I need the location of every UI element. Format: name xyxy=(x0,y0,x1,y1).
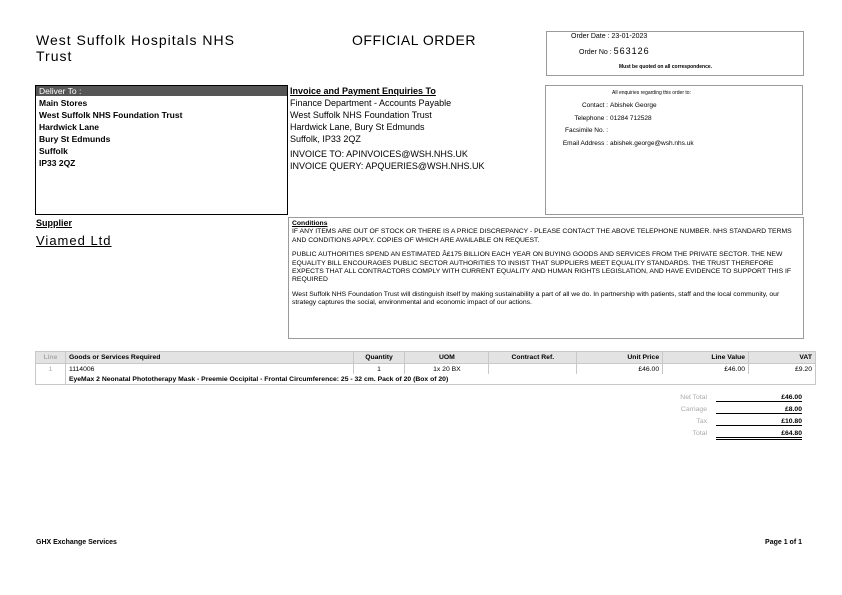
buyer-name-line1: West Suffolk Hospitals NHS xyxy=(36,32,235,48)
row-code: 1114006 xyxy=(65,364,353,375)
contacts-box xyxy=(545,85,803,215)
phone-value: 01284 712528 xyxy=(610,115,652,122)
totals-block xyxy=(640,394,802,442)
deliver-to-heading: Deliver To : xyxy=(36,86,287,96)
tax-label: Tax xyxy=(696,418,707,425)
order-date-label: Order Date : xyxy=(571,33,610,40)
conditions-heading: Conditions xyxy=(292,220,328,227)
col-goods: Goods or Services Required xyxy=(65,352,353,364)
carriage-label: Carriage xyxy=(680,406,707,413)
col-unit-price: Unit Price xyxy=(577,352,663,364)
tax-value: £10.80 xyxy=(716,418,802,426)
table-header-row xyxy=(36,352,816,364)
deliver-to-address xyxy=(36,96,287,170)
invoice-query: INVOICE QUERY: APQUERIES@WSH.NHS.UK xyxy=(290,161,485,171)
conditions-box xyxy=(288,217,804,339)
contact-value: Abishek George xyxy=(610,102,657,109)
fax-label: Facsimile No. : xyxy=(565,127,608,134)
col-line-value: Line Value xyxy=(663,352,749,364)
conditions-paragraph: PUBLIC AUTHORITIES SPEND AN ESTIMATED Â£175 BILLION EACH YEAR ON BUYING GOODS AND SERVICES FROM THE PRIVATE SECTOR. THE NEW EQUALITY BILL ENCOURAGES PUBLIC SECTOR AUTHORITIES TO INSIST THAT SUPPLIERS MEET EQUALITY STANDARDS. THE TRUST THEREFORE EXPECTS THAT ALL CONTRACTORS COMPLY WITH CURRENT EQUALITY AND HUMAN RIGHTS LEGISLATION, AND HAVE EVIDENCE TO SUPPORT THIS IF REQUIRED xyxy=(292,251,792,284)
order-number-value: 563126 xyxy=(613,46,650,56)
row-uom: 1x 20 BX xyxy=(405,364,489,375)
row-quantity: 1 xyxy=(353,364,405,375)
net-total-value: £46.00 xyxy=(716,394,802,402)
col-uom: UOM xyxy=(405,352,489,364)
invoice-line: Hardwick Lane, Bury St Edmunds xyxy=(290,122,425,132)
tax-row xyxy=(640,418,802,430)
carriage-value: £8.00 xyxy=(716,406,802,414)
total-row xyxy=(640,430,802,442)
row-line: 1 xyxy=(36,364,66,375)
net-total-row xyxy=(640,394,802,406)
document-title: OFFICIAL ORDER xyxy=(352,32,476,48)
supplier-name: Viamed Ltd xyxy=(36,233,112,248)
conditions-paragraph: IF ANY ITEMS ARE OUT OF STOCK OR THERE IS A PRICE DISCREPANCY - PLEASE CONTACT THE ABOVE TELEPHONE NUMBER. NHS STANDARD TERMS AND CONDITIONS APPLY. COPIES OF WHICH ARE AVAILABLE ON REQUEST. xyxy=(292,228,792,244)
email-value: abishek.george@wsh.nhs.uk xyxy=(610,140,694,147)
footer-provider: GHX Exchange Services xyxy=(36,539,117,546)
deliver-to-box xyxy=(35,85,288,215)
order-date xyxy=(571,33,647,40)
contact-label: Contact : xyxy=(581,102,608,109)
row-line-value: £46.00 xyxy=(663,364,749,375)
col-line: Line xyxy=(36,352,66,364)
total-value: £64.80 xyxy=(716,430,802,440)
row-description: EyeMax 2 Neonatal Phototherapy Mask - Preemie Occipital - Frontal Circumference: 25 - 32 cm. Pack of 20 (Box of 20) xyxy=(65,374,815,385)
invoice-enquiries xyxy=(290,85,546,213)
row-contract xyxy=(489,364,577,375)
total-label: Total xyxy=(692,430,707,437)
carriage-row xyxy=(640,406,802,418)
invoice-line: Suffolk, IP33 2QZ xyxy=(290,134,361,144)
buyer-name xyxy=(36,32,235,64)
conditions-paragraph: West Suffolk NHS Foundation Trust will distinguish itself by making sustainability a part of all we do. In partnership with patients, staff and the local community, our strategy captures the social, environmental and economic impact of our actions. xyxy=(292,290,780,307)
invoice-line: Finance Department - Accounts Payable xyxy=(290,98,452,108)
order-items-table xyxy=(35,351,816,385)
col-contract: Contract Ref. xyxy=(489,352,577,364)
order-number xyxy=(579,46,650,56)
order-number-label: Order No : xyxy=(579,49,612,56)
quote-note: Must be quoted on all correspondence. xyxy=(619,64,713,70)
table-row-description xyxy=(36,374,816,385)
deliver-line: Main Stores xyxy=(39,98,88,108)
table-row xyxy=(36,364,816,375)
deliver-line: West Suffolk NHS Foundation Trust xyxy=(39,110,183,120)
order-date-value: 23-01-2023 xyxy=(611,33,648,40)
row-unit-price: £46.00 xyxy=(577,364,663,375)
order-info-box xyxy=(546,31,804,76)
row-vat: £9.20 xyxy=(749,364,816,375)
invoice-line: West Suffolk NHS Foundation Trust xyxy=(290,110,432,120)
supplier-heading: Supplier xyxy=(36,218,73,228)
col-quantity: Quantity xyxy=(353,352,405,364)
email-label: Email Address : xyxy=(562,140,608,147)
phone-label: Telephone : xyxy=(574,115,608,122)
page-number: Page 1 of 1 xyxy=(765,539,802,546)
net-total-label: Net Total xyxy=(680,394,707,401)
buyer-name-line2: Trust xyxy=(36,48,73,64)
contacts-heading: All enquiries regarding this order to: xyxy=(612,90,691,96)
invoice-to: INVOICE TO: APINVOICES@WSH.NHS.UK xyxy=(290,149,468,159)
deliver-line: Hardwick Lane xyxy=(39,122,99,132)
deliver-line: Suffolk xyxy=(39,146,68,156)
invoice-heading: Invoice and Payment Enquiries To xyxy=(290,86,436,96)
col-vat: VAT xyxy=(749,352,816,364)
deliver-line: Bury St Edmunds xyxy=(39,134,111,144)
deliver-line: IP33 2QZ xyxy=(39,158,76,168)
